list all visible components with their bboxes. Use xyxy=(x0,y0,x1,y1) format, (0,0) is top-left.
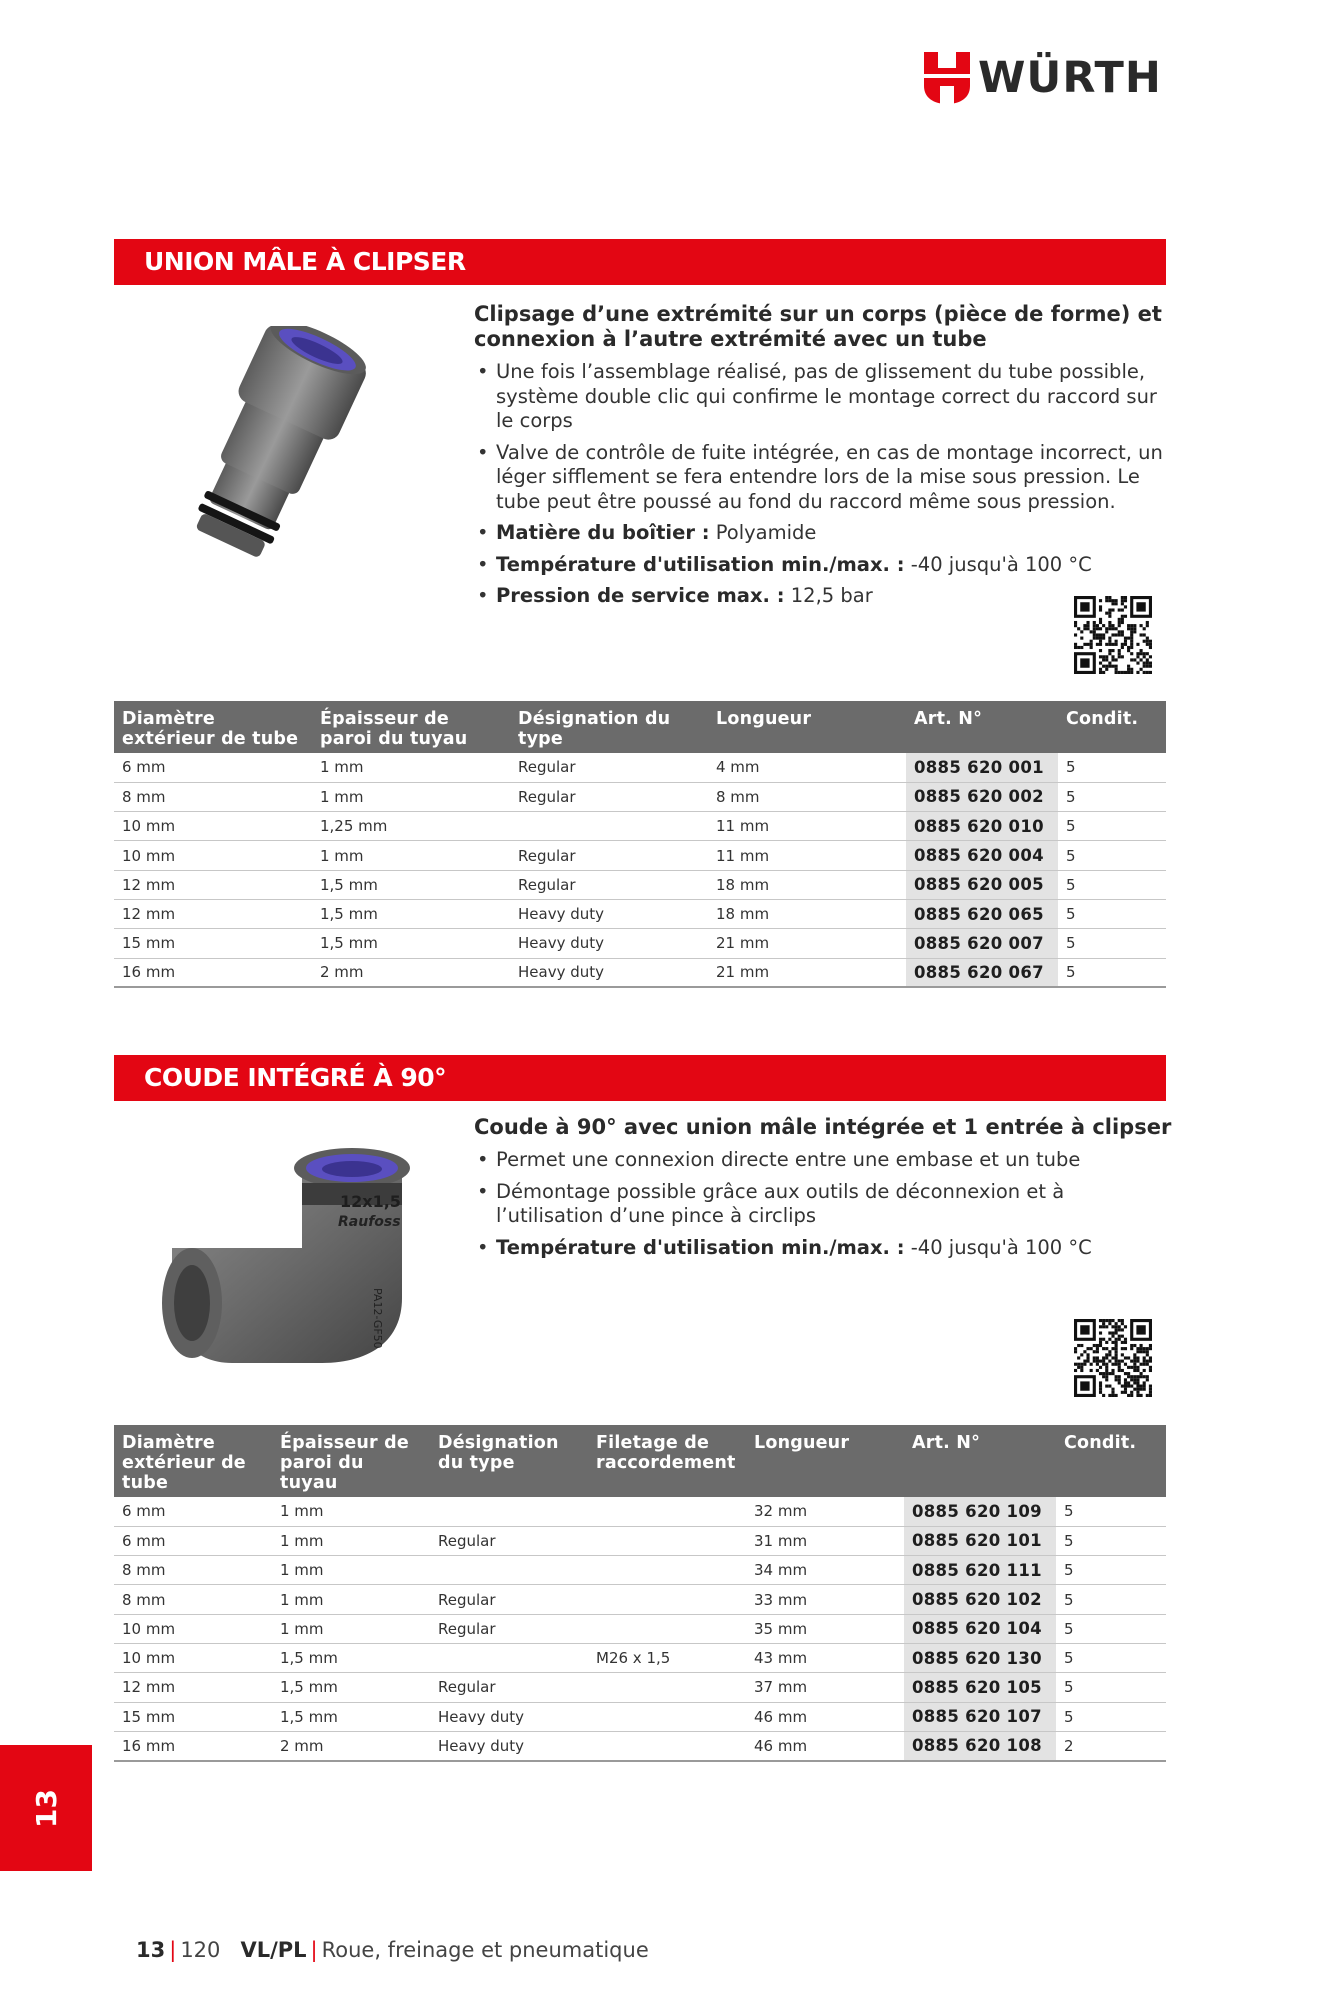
table-cell: 12 mm xyxy=(114,899,312,928)
table-cell: 18 mm xyxy=(708,870,906,899)
article-number-cell[interactable]: 0885 620 007 xyxy=(906,929,1058,958)
section2-bullets xyxy=(474,1148,1174,1260)
table-cell: 2 mm xyxy=(312,958,510,987)
table-cell: M26 x 1,5 xyxy=(588,1643,746,1672)
table-cell xyxy=(588,1556,746,1585)
article-number-cell[interactable]: 0885 620 102 xyxy=(904,1585,1056,1614)
table-cell: 10 mm xyxy=(114,812,312,841)
table-cell xyxy=(588,1585,746,1614)
table-cell: 33 mm xyxy=(746,1585,904,1614)
table-cell xyxy=(510,812,708,841)
table-cell: 6 mm xyxy=(114,1497,272,1526)
table-row xyxy=(114,1526,1166,1555)
table-cell: 10 mm xyxy=(114,1643,272,1672)
table-cell: 5 xyxy=(1058,929,1166,958)
spec-label: Température d'utilisation min./max. : xyxy=(496,552,905,576)
table-cell: 12 mm xyxy=(114,1673,272,1702)
footer-page-number: 120 xyxy=(180,1938,221,1962)
table-row xyxy=(114,753,1166,782)
spec-value: -40 jusqu'à 100 °C xyxy=(910,552,1092,576)
table-cell: 1 mm xyxy=(272,1526,430,1555)
table-row xyxy=(114,899,1166,928)
table-cell: Regular xyxy=(510,870,708,899)
table-row xyxy=(114,1702,1166,1731)
article-number-cell[interactable]: 0885 620 130 xyxy=(904,1643,1056,1672)
table-cell: Regular xyxy=(510,841,708,870)
column-header: Diamètre extérieur de tube xyxy=(114,701,312,753)
table-cell: 18 mm xyxy=(708,899,906,928)
list-item xyxy=(474,1236,1174,1261)
table-cell: 5 xyxy=(1056,1702,1166,1731)
list-item xyxy=(474,521,1174,546)
table-cell xyxy=(430,1643,588,1672)
table-row xyxy=(114,929,1166,958)
table-cell: Regular xyxy=(430,1526,588,1555)
footer-chapter: 13 xyxy=(136,1938,166,1962)
table-row xyxy=(114,1731,1166,1760)
table-cell: 21 mm xyxy=(708,929,906,958)
qr-code-icon[interactable] xyxy=(1074,1319,1152,1397)
table-cell: 6 mm xyxy=(114,1526,272,1555)
table-cell xyxy=(430,1497,588,1526)
table-cell: 5 xyxy=(1058,782,1166,811)
footer-title: Roue, freinage et pneumatique xyxy=(321,1938,649,1962)
section2-headline: Coude à 90° avec union mâle intégrée et 1 entrée à clipser xyxy=(474,1115,1172,1139)
coude-90-product-image xyxy=(152,1128,452,1378)
spec-label: Matière du boîtier : xyxy=(496,521,710,544)
table-cell: 5 xyxy=(1058,870,1166,899)
qr-code-icon[interactable] xyxy=(1074,596,1152,674)
table-row xyxy=(114,841,1166,870)
table-cell: Regular xyxy=(430,1673,588,1702)
table-cell: Heavy duty xyxy=(510,899,708,928)
table-cell: Regular xyxy=(510,753,708,782)
table-cell: 37 mm xyxy=(746,1673,904,1702)
table-cell: 31 mm xyxy=(746,1526,904,1555)
article-number-cell[interactable]: 0885 620 005 xyxy=(906,870,1058,899)
union-male-product-image xyxy=(168,326,388,566)
article-number-cell[interactable]: 0885 620 109 xyxy=(904,1497,1056,1526)
list-item: • Une fois l’assemblage réalisé, pas de glissement du tube possible, système double clic qui confirme le montage correct du raccord sur le corps xyxy=(474,360,1174,434)
table-row xyxy=(114,1556,1166,1585)
list-item: • Démontage possible grâce aux outils de déconnexion et à l’utilisation d’une pince à circlips xyxy=(474,1180,1174,1229)
article-number-cell[interactable]: 0885 620 104 xyxy=(904,1614,1056,1643)
table-row xyxy=(114,782,1166,811)
table-cell: Heavy duty xyxy=(430,1731,588,1760)
column-header: Condit. xyxy=(1056,1425,1166,1497)
list-item xyxy=(474,584,1174,609)
column-header: Épaisseur de paroi du tuyau xyxy=(312,701,510,753)
table-cell: Regular xyxy=(430,1585,588,1614)
table-cell: 8 mm xyxy=(114,1556,272,1585)
table-header-row xyxy=(114,701,1166,753)
table-row xyxy=(114,870,1166,899)
table-cell: Regular xyxy=(510,782,708,811)
table-cell: 1,25 mm xyxy=(312,812,510,841)
table-cell: 46 mm xyxy=(746,1702,904,1731)
table-row xyxy=(114,958,1166,987)
table-cell: 1,5 mm xyxy=(312,899,510,928)
article-number-cell[interactable]: 0885 620 067 xyxy=(906,958,1058,987)
table-cell: 5 xyxy=(1056,1614,1166,1643)
article-number-cell[interactable]: 0885 620 001 xyxy=(906,753,1058,782)
section2-table xyxy=(114,1425,1166,1762)
table-cell: 1,5 mm xyxy=(272,1643,430,1672)
table-cell: 1 mm xyxy=(272,1614,430,1643)
table-cell xyxy=(588,1526,746,1555)
table-cell: 16 mm xyxy=(114,958,312,987)
table-cell: 1 mm xyxy=(312,753,510,782)
table-cell: 43 mm xyxy=(746,1643,904,1672)
table-cell: 5 xyxy=(1058,958,1166,987)
table-cell: 11 mm xyxy=(708,812,906,841)
table-cell: 16 mm xyxy=(114,1731,272,1760)
table-cell: 2 xyxy=(1056,1731,1166,1760)
spec-value: 12,5 bar xyxy=(790,584,873,607)
column-header: Filetage de raccordement xyxy=(588,1425,746,1497)
table-cell: 6 mm xyxy=(114,753,312,782)
table-cell: 1,5 mm xyxy=(272,1702,430,1731)
section1-title: UNION MÂLE À CLIPSER xyxy=(114,239,1166,285)
brand-logo xyxy=(924,52,1162,104)
table-cell: 10 mm xyxy=(114,841,312,870)
table-row xyxy=(114,812,1166,841)
table-cell: Heavy duty xyxy=(510,958,708,987)
table-cell: 21 mm xyxy=(708,958,906,987)
table-cell xyxy=(588,1497,746,1526)
table-cell: 8 mm xyxy=(708,782,906,811)
table-cell: 1 mm xyxy=(272,1497,430,1526)
table-cell xyxy=(588,1702,746,1731)
spec-value: -40 jusqu'à 100 °C xyxy=(910,1235,1092,1259)
image-size-marking: 12x1,5 xyxy=(340,1192,401,1211)
table-cell: 8 mm xyxy=(114,782,312,811)
column-header: Épaisseur de paroi du tuyau xyxy=(272,1425,430,1497)
table-cell: Heavy duty xyxy=(430,1702,588,1731)
table-cell: 5 xyxy=(1056,1643,1166,1672)
table-cell: 34 mm xyxy=(746,1556,904,1585)
article-number-cell[interactable]: 0885 620 107 xyxy=(904,1702,1056,1731)
article-number-cell[interactable]: 0885 620 004 xyxy=(906,841,1058,870)
table-cell: 5 xyxy=(1058,899,1166,928)
section1-table xyxy=(114,701,1166,988)
section2-description xyxy=(474,1115,1174,1267)
table-cell: 5 xyxy=(1056,1556,1166,1585)
table-cell: 5 xyxy=(1058,753,1166,782)
table-cell: 1,5 mm xyxy=(272,1673,430,1702)
table-cell: 1,5 mm xyxy=(312,929,510,958)
column-header: Désignation du type xyxy=(430,1425,588,1497)
table-cell: 15 mm xyxy=(114,1702,272,1731)
column-header: Longueur xyxy=(746,1425,904,1497)
page-footer: 13 | 120 VL/PL | Roue, freinage et pneumatique xyxy=(136,1938,649,1962)
list-item: • Valve de contrôle de fuite intégrée, en cas de montage incorrect, un léger sifflement se fera entendre lors de la mise sous pression. Le tube peut être poussé au fond du raccord même sous pression. xyxy=(474,441,1174,515)
table-cell: 5 xyxy=(1056,1526,1166,1555)
table-row xyxy=(114,1643,1166,1672)
column-header: Diamètre extérieur de tube xyxy=(114,1425,272,1497)
chapter-tab[interactable] xyxy=(0,1745,92,1871)
column-header: Désignation du type xyxy=(510,701,708,753)
table-cell xyxy=(430,1556,588,1585)
column-header: Longueur xyxy=(708,701,906,753)
article-number-cell[interactable]: 0885 620 105 xyxy=(904,1673,1056,1702)
table-cell: 1 mm xyxy=(272,1556,430,1585)
section1-bullets xyxy=(474,360,1174,609)
table-cell: 5 xyxy=(1058,841,1166,870)
image-material-marking: PA12-GF50 xyxy=(371,1288,384,1349)
table-cell: 1 mm xyxy=(312,841,510,870)
spec-value: Polyamide xyxy=(715,521,817,544)
table-cell: 11 mm xyxy=(708,841,906,870)
table-row xyxy=(114,1585,1166,1614)
table-cell: 32 mm xyxy=(746,1497,904,1526)
table-cell: 35 mm xyxy=(746,1614,904,1643)
chapter-tab-number: 13 xyxy=(29,1788,63,1828)
table-cell: 1 mm xyxy=(272,1585,430,1614)
brand-name: WÜRTH xyxy=(978,53,1162,103)
table-cell: 12 mm xyxy=(114,870,312,899)
section1-description xyxy=(474,302,1174,616)
table-cell: 2 mm xyxy=(272,1731,430,1760)
table-cell xyxy=(588,1673,746,1702)
section1-headline: Clipsage d’une extrémité sur un corps (pièce de forme) et connexion à l’autre extrémité avec un tube xyxy=(474,302,1162,351)
table-cell: Heavy duty xyxy=(510,929,708,958)
column-header: Art. N° xyxy=(906,701,1058,753)
spec-label: Pression de service max. : xyxy=(496,584,785,607)
table-cell xyxy=(588,1731,746,1760)
table-cell: 5 xyxy=(1056,1673,1166,1702)
table-cell: 46 mm xyxy=(746,1731,904,1760)
wurth-logo-icon xyxy=(924,52,970,104)
article-number-cell[interactable]: 0885 620 108 xyxy=(904,1731,1056,1760)
spec-label: Température d'utilisation min./max. : xyxy=(496,1235,905,1259)
table-cell: 5 xyxy=(1058,812,1166,841)
table-cell: 15 mm xyxy=(114,929,312,958)
article-number-cell[interactable]: 0885 620 065 xyxy=(906,899,1058,928)
table-row xyxy=(114,1497,1166,1526)
table-cell xyxy=(588,1614,746,1643)
table-cell: 10 mm xyxy=(114,1614,272,1643)
article-number-cell[interactable]: 0885 620 002 xyxy=(906,782,1058,811)
column-header: Condit. xyxy=(1058,701,1166,753)
table-cell: 1 mm xyxy=(312,782,510,811)
article-number-cell[interactable]: 0885 620 010 xyxy=(906,812,1058,841)
table-cell: 5 xyxy=(1056,1497,1166,1526)
article-number-cell[interactable]: 0885 620 101 xyxy=(904,1526,1056,1555)
column-header: Art. N° xyxy=(904,1425,1056,1497)
table-cell: 5 xyxy=(1056,1585,1166,1614)
table-header-row xyxy=(114,1425,1166,1497)
article-number-cell[interactable]: 0885 620 111 xyxy=(904,1556,1056,1585)
list-item: • Permet une connexion directe entre une embase et un tube xyxy=(474,1148,1174,1173)
table-cell: 4 mm xyxy=(708,753,906,782)
section2-title: COUDE INTÉGRÉ À 90° xyxy=(114,1055,1166,1101)
image-brand-marking: Raufoss xyxy=(338,1214,401,1230)
table-cell: 8 mm xyxy=(114,1585,272,1614)
table-row xyxy=(114,1614,1166,1643)
table-cell: 1,5 mm xyxy=(312,870,510,899)
footer-category: VL/PL xyxy=(240,1938,307,1962)
table-row xyxy=(114,1673,1166,1702)
list-item xyxy=(474,553,1174,578)
table-cell: Regular xyxy=(430,1614,588,1643)
